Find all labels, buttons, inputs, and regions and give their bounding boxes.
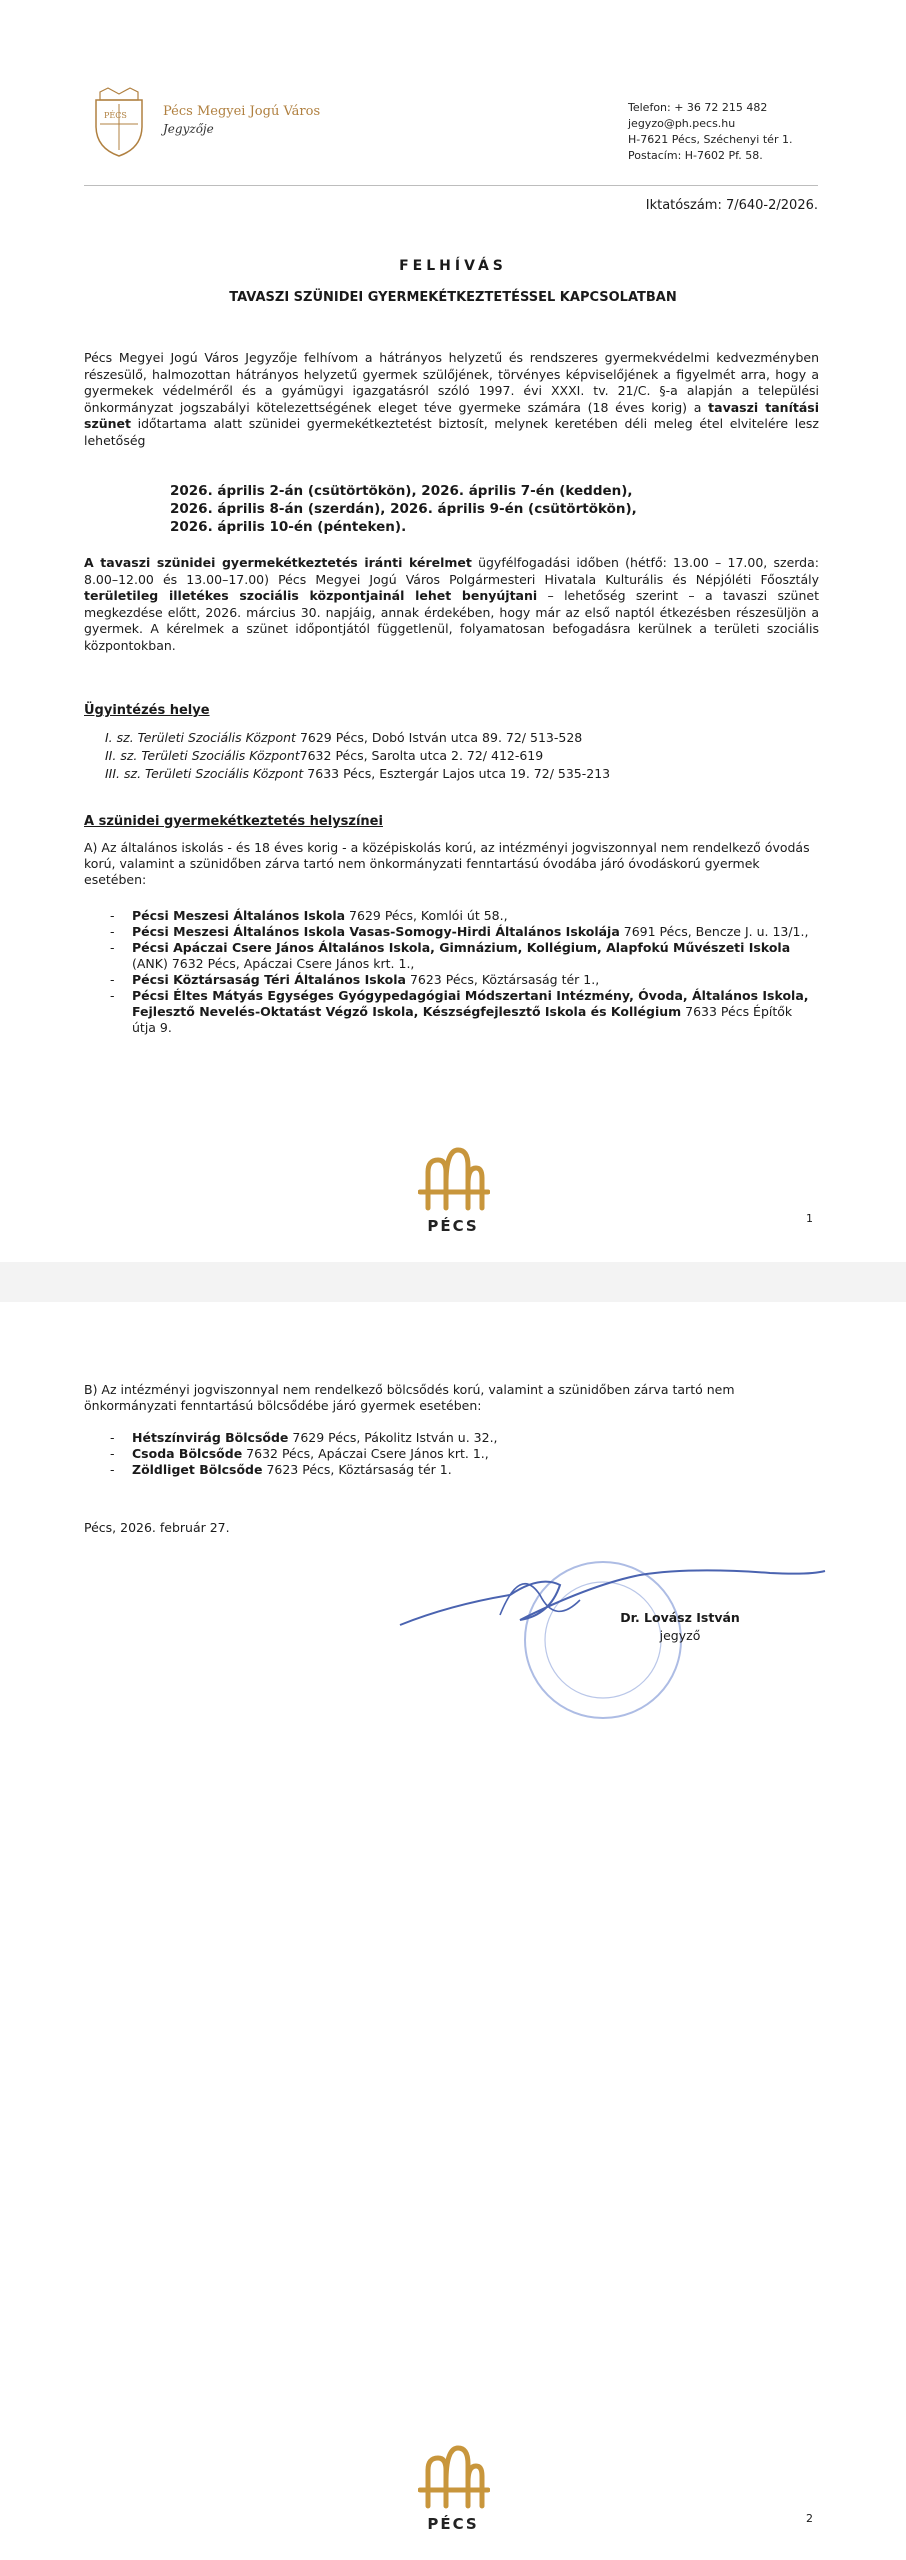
contact-phone: Telefon: + 36 72 215 482 <box>628 101 768 114</box>
list-item: - Hétszínvirág Bölcsőde 7629 Pécs, Pákolitz István u. 32., <box>110 1430 498 1445</box>
place-date: Pécs, 2026. február 27. <box>84 1520 230 1535</box>
date-line: 2026. április 10-én (pénteken). <box>170 519 407 535</box>
list-item: - Pécsi Éltes Mátyás Egységes Gyógypedagógiai Módszertani Intézmény, Óvoda, Általános Iskola, Fejlesztő Nevelés-Oktatást Végző Iskola, Készségfejlesztő Iskola és Kollégium 7633 Pécs Építők útja 9. <box>110 988 809 1035</box>
page-1 <box>0 0 906 1262</box>
crest-text: PÉCS <box>104 111 127 120</box>
nursery-list <box>110 1430 818 1478</box>
office-item: I. sz. Területi Szociális Központ 7629 Pécs, Dobó István utca 89. 72/ 513-528 <box>105 730 583 745</box>
dates-block <box>170 482 637 536</box>
signatory-name: Dr. Lovász István <box>620 1610 740 1625</box>
sites-heading: A szünidei gyermekétkeztetés helyszínei <box>84 814 383 829</box>
city-role: Jegyzője <box>163 122 214 136</box>
school-list <box>110 908 818 1036</box>
sites-part-a: A) Az általános iskolás - és 18 éves korig - a középiskolás korú, az intézményi jogviszonnyal nem rendelkező óvodás korú, valamint a szünidőben zárva tartó nem önkormányzati fenntartású óvodába járó óvodáskorú gyermek esetében: <box>84 840 810 887</box>
offices-heading: Ügyintézés helye <box>84 703 210 718</box>
city-name: Pécs Megyei Jogú Város <box>163 104 321 119</box>
page-number: 1 <box>806 1212 813 1225</box>
header-divider <box>84 185 818 186</box>
page-2 <box>0 1302 906 2560</box>
office-item: II. sz. Területi Szociális Központ7632 Pécs, Sarolta utca 2. 72/ 412-619 <box>105 748 544 763</box>
intro-bold: tavaszi tanítási szünet <box>84 399 819 431</box>
contact-email: jegyzo@ph.pecs.hu <box>628 117 736 130</box>
date-line: 2026. április 8-án (szerdán), 2026. április 9-én (csütörtökön), <box>170 501 637 517</box>
reference-number: Iktatószám: 7/640-2/2026. <box>645 198 818 213</box>
request-paragraph: A tavaszi szünidei gyermekétkeztetés iránti kérelmet ügyfélfogadási időben (hétfő: 13.00 – 17.00, szerda: 8.00–12.00 és 13.00–17.00) Pécs Megyei Jogú Város Polgármesteri Hivatala Kulturális és Népjóléti Főosztály területileg illetékes szociális központjainál lehet benyújtani – lehetőség szerint – a tavaszi szünet megkezdése előtt, 2026. március 30. napjáig, annak érdekében, hogy már az első naptól étkezésben részesüljön a gyermek. A kérelmek a szünet időpontjától függetlenül, folyamatosan befogadásra kerülnek a területi szociális központokban. <box>84 555 819 653</box>
pecs-logo-icon <box>418 2440 490 2510</box>
list-item: - Pécsi Meszesi Általános Iskola Vasas-Somogy-Hirdi Általános Iskolája 7691 Pécs, Bencze J. u. 13/1., <box>110 924 809 939</box>
intro-paragraph: Pécs Megyei Jogú Város Jegyzője felhívom a hátrányos helyzetű és rendszeres gyermekvédelmi kedvezményben részesülő, halmozottan hátrányos helyzetű gyermek szülőjének, törvényes képviselőjének a figyelmét arra, hogy a gyermekek védelméről és a gyámügyi igazgatásról szóló 1997. évi XXXI. tv. 21/C. §-a alapján a települési önkormányzat jogszabályi kötelezettségének eleget téve gyermeke számára (18 éves korig) a tavaszi tanítási szünet időtartama alatt szünidei gyermekétkeztetést biztosít, melynek keretében déli meleg étel elvitelére lesz lehetőség <box>84 350 819 448</box>
list-item: - Pécsi Meszesi Általános Iskola 7629 Pécs, Komlói út 58., <box>110 908 508 923</box>
list-item: - Pécsi Köztársaság Téri Általános Iskola 7623 Pécs, Köztársaság tér 1., <box>110 972 600 987</box>
list-item: - Zöldliget Bölcsőde 7623 Pécs, Köztársaság tér 1. <box>110 1462 452 1477</box>
contact-postal: Postacím: H-7602 Pf. 58. <box>628 149 763 162</box>
list-item: - Csoda Bölcsőde 7632 Pécs, Apáczai Csere János krt. 1., <box>110 1446 489 1461</box>
pecs-logo-text: PÉCS <box>427 1217 479 1235</box>
city-crest-icon <box>90 86 148 158</box>
document-title: FELHÍVÁS <box>399 258 507 274</box>
contact-block <box>628 100 792 164</box>
date-line: 2026. április 2-án (csütörtökön), 2026. április 7-én (kedden), <box>170 483 633 499</box>
list-item: - Pécsi Apáczai Csere János Általános Iskola, Gimnázium, Kollégium, Alapfokú Művészeti Iskola (ANK) 7632 Pécs, Apáczai Csere János krt. 1., <box>110 940 791 971</box>
page-number: 2 <box>806 2512 813 2525</box>
page-gap <box>0 1262 906 1302</box>
office-item: III. sz. Területi Szociális Központ 7633 Pécs, Esztergár Lajos utca 19. 72/ 535-213 <box>105 766 611 781</box>
pecs-logo-text: PÉCS <box>427 2515 479 2533</box>
pecs-logo-icon <box>418 1142 490 1212</box>
document-subtitle: TAVASZI SZÜNIDEI GYERMEKÉTKEZTETÉSSEL KAPCSOLATBAN <box>229 290 677 305</box>
contact-address: H-7621 Pécs, Széchenyi tér 1. <box>628 133 793 146</box>
sites-part-b: B) Az intézményi jogviszonnyal nem rendelkező bölcsődés korú, valamint a szünidőben zárva tartó nem önkormányzati fenntartású bölcsődébe járó gyermek esetében: <box>84 1382 735 1413</box>
signatory-role: jegyző <box>659 1628 701 1643</box>
